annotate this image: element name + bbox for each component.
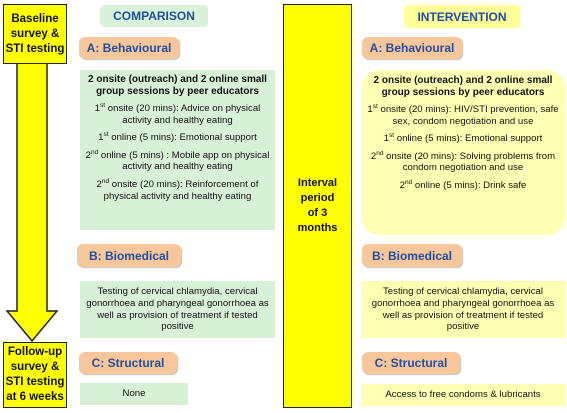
ordinal: 2 (370, 150, 377, 162)
ordinal: 1 (98, 132, 104, 144)
interval-line3: of 3 (307, 207, 328, 219)
intervention-title: INTERVENTION (404, 5, 520, 28)
interval-box (283, 4, 352, 408)
intervention-behavioural-heading: 2 onsite (outreach) and 2 online small group sessions by peer educators (373, 75, 553, 98)
interval-line1: Interval (297, 177, 338, 189)
intervention-behavioural-label: A: Behavioural (362, 37, 462, 59)
intervention-biomedical-text: Testing of cervical chlamydia, cervical gonorrhoea and pharyngeal gonorrhoea as well as provision of treatment if tested positive (371, 286, 555, 333)
comparison-structural-label: C: Structural (79, 352, 177, 374)
intervention-structural-label: C: Structural (362, 352, 460, 374)
comparison-biomedical-box (80, 281, 275, 338)
baseline-line2: survey & (10, 27, 60, 40)
comparison-behavioural-box (80, 70, 275, 230)
followup-line2: survey & (10, 361, 60, 373)
ordinal: 2 (96, 178, 102, 190)
item-text: online (5 mins): Drink safe (412, 179, 527, 191)
baseline-box (3, 4, 67, 64)
comparison-title: COMPARISON (100, 5, 208, 27)
intervention-biomedical-box (361, 281, 565, 338)
item-text: online (5 mins): Emotional support (108, 132, 257, 144)
intervention-behavioural-item (367, 151, 559, 174)
comparison-biomedical-label: B: Biomedical (77, 244, 181, 267)
comparison-behavioural-item (84, 150, 271, 173)
comparison-behavioural-item (84, 132, 271, 144)
followup-line1: Follow-up (7, 346, 63, 358)
interval-line2: period (300, 192, 335, 204)
ordinal-suffix: st (103, 131, 109, 138)
ordinal: 2 (85, 149, 91, 161)
interval-line4: months (297, 222, 338, 234)
ordinal-suffix: st (100, 101, 106, 109)
ordinal: 2 (399, 179, 405, 191)
ordinal-suffix: nd (101, 177, 110, 185)
baseline-line3: STI testing (5, 42, 65, 55)
baseline-line1: Baseline (11, 12, 59, 25)
intervention-behavioural-item (367, 180, 559, 192)
ordinal-suffix: st (372, 102, 378, 110)
intervention-behavioural-item (367, 104, 559, 127)
ordinal: 1 (383, 133, 390, 145)
item-text: online (5 mins): Emotional support (394, 133, 543, 145)
item-text: online (5 mins) : Mobile app on physical activity and healthy eating (98, 149, 270, 173)
ordinal-suffix: st (389, 132, 395, 139)
intervention-structural-text: Access to free condoms & lubricants (385, 389, 541, 401)
ordinal-suffix: nd (90, 148, 99, 156)
comparison-behavioural-item (84, 103, 271, 126)
comparison-behavioural-item (84, 179, 271, 202)
followup-box (3, 342, 67, 408)
ordinal-suffix: nd (405, 178, 413, 186)
intervention-structural-box (361, 384, 565, 406)
intervention-biomedical-label: B: Biomedical (362, 244, 462, 267)
comparison-behavioural-label: A: Behavioural (79, 37, 179, 59)
item-text: onsite (20 mins): HIV/STI prevention, safe sex, condom negotiation and use (377, 104, 559, 127)
timeline-arrow (5, 63, 59, 343)
comparison-biomedical-text: Testing of cervical chlamydia, cervical gonorrhoea and pharyngeal gonorrhoea as well as provision of treatment if tested positive (86, 286, 269, 333)
ordinal-suffix: nd (376, 149, 384, 157)
item-text: onsite (20 mins): Reinforcement of physical activity and healthy eating (103, 178, 259, 202)
item-text: onsite (20 mins): Solving problems from condom negotiation and use (383, 150, 556, 174)
comparison-structural-box (80, 383, 188, 405)
ordinal: 1 (367, 104, 373, 115)
comparison-structural-text: None (122, 388, 146, 400)
intervention-behavioural-item (367, 133, 559, 145)
followup-line3: STI testing (5, 376, 65, 388)
intervention-behavioural-box (361, 70, 565, 235)
ordinal: 1 (94, 103, 101, 114)
item-text: onsite (20 mins): Advice on physical activity and healthy eating (105, 103, 261, 126)
comparison-behavioural-heading: 2 onsite (outreach) and 2 online small group sessions by peer educators (88, 74, 267, 97)
followup-line4: at 6 weeks (6, 391, 64, 403)
